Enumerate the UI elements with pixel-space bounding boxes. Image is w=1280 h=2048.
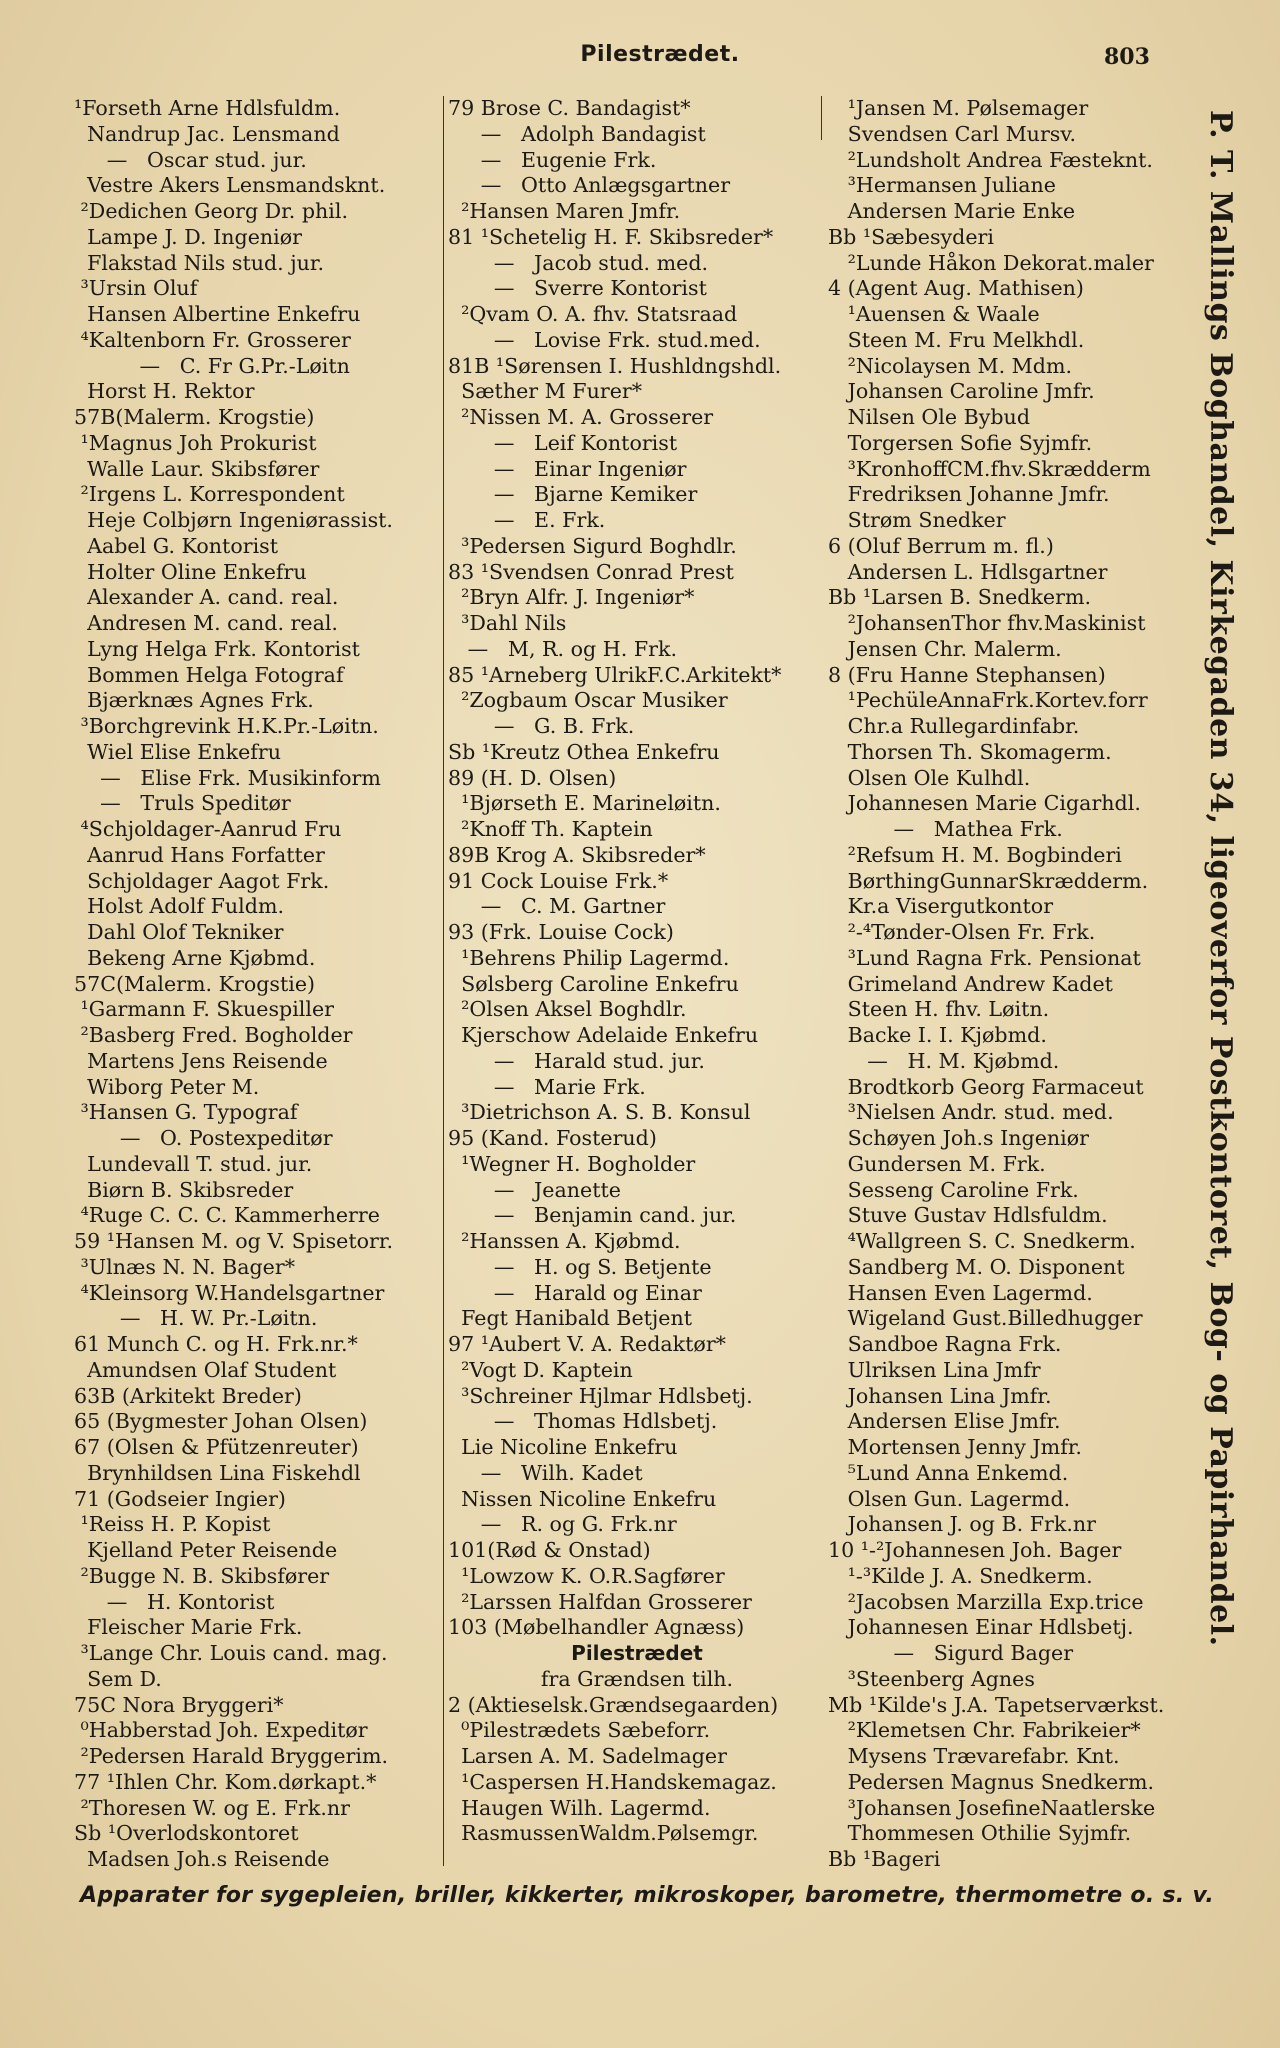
directory-entry: Jensen Chr. Malerm. xyxy=(828,636,1062,661)
directory-entry: Johannesen Marie Cigarhdl. xyxy=(828,791,1141,816)
directory-entry: ³Hansen G. Typograf xyxy=(74,1100,298,1125)
directory-entry: ²Hansen Maren Jmfr. xyxy=(448,199,681,223)
directory-entry: 4 (Agent Aug. Mathisen) xyxy=(828,276,1084,301)
directory-entry: ⁴Kaltenborn Fr. Grosserer xyxy=(74,327,351,352)
directory-entry: — H. W. Pr.-Løitn. xyxy=(74,1306,318,1331)
directory-entry: — Mathea Frk. xyxy=(828,817,1063,841)
directory-entry: — C. M. Gartner xyxy=(448,894,666,919)
page-title: Pilestrædet. xyxy=(580,42,740,67)
directory-entry: — Oscar stud. jur. xyxy=(74,147,307,172)
directory-entry: Torgersen Sofie Syjmfr. xyxy=(828,430,1093,455)
directory-entry: ²Qvam O. A. fhv. Statsraad xyxy=(448,302,738,326)
directory-entry: ¹PechüleAnnaFrk.Kortev.forr xyxy=(828,688,1148,713)
directory-entry: Bjærknæs Agnes Frk. xyxy=(74,688,314,713)
directory-entry: — E. Frk. xyxy=(448,508,606,532)
directory-entry: — C. Fr G.Pr.-Løitn xyxy=(74,353,350,378)
directory-entry: Kjelland Peter Reisende xyxy=(74,1538,338,1562)
directory-entry: 77 ¹Ihlen Chr. Kom.dørkapt.* xyxy=(74,1769,377,1794)
directory-entry: 89 (H. D. Olsen) xyxy=(448,765,617,790)
directory-entry: ⁴Kleinsorg W.Handelsgartner xyxy=(74,1280,385,1305)
directory-entry: ³Steenberg Agnes xyxy=(828,1666,1035,1691)
directory-entry: Mysens Trævarefabr. Knt. xyxy=(828,1744,1120,1768)
directory-entry: ¹Magnus Joh Prokurist xyxy=(74,430,317,455)
directory-entry: Johannesen Einar Hdlsbetj. xyxy=(828,1615,1134,1640)
directory-entry: ²Bugge N. B. Skibsfører xyxy=(74,1563,330,1588)
directory-entry: ³Schreiner Hjlmar Hdlsbetj. xyxy=(448,1383,753,1408)
directory-entry: — Bjarne Kemiker xyxy=(448,482,698,507)
directory-entry: Aabel G. Kontorist xyxy=(74,533,278,558)
directory-entry: 2 (Aktieselsk.Grændsegaarden) xyxy=(448,1692,779,1717)
directory-entry: Martens Jens Reisende xyxy=(74,1048,328,1073)
directory-entry: Andersen L. Hdlsgartner xyxy=(828,559,1108,584)
directory-entry: ²-⁴Tønder-Olsen Fr. Frk. xyxy=(828,920,1096,944)
directory-entry: — H. M. Kjøbmd. xyxy=(828,1048,1060,1073)
directory-entry: 101(Rød & Onstad) xyxy=(448,1538,651,1562)
directory-entry: Hansen Even Lagermd. xyxy=(828,1280,1093,1305)
directory-entry: — Jacob stud. med. xyxy=(448,250,709,275)
directory-entry: Kr.a Visergutkontor xyxy=(828,894,1054,919)
directory-entry: — Jeanette xyxy=(448,1177,621,1202)
directory-entry: Andresen M. cand. real. xyxy=(74,611,338,635)
directory-entry: ³Johansen JosefineNaatlerske xyxy=(828,1795,1156,1820)
directory-entry: — Sverre Kontorist xyxy=(448,276,707,301)
directory-entry: Brodtkorb Georg Farmaceut xyxy=(828,1074,1144,1099)
directory-entry: ¹Auensen & Waale xyxy=(828,302,1040,326)
directory-entry: Amundsen Olaf Student xyxy=(74,1357,337,1382)
directory-entry: Thorsen Th. Skomagerm. xyxy=(828,739,1112,764)
directory-entry: — Wilh. Kadet xyxy=(448,1460,643,1485)
directory-entry: ⁵Lund Anna Enkemd. xyxy=(828,1460,1069,1485)
directory-entry: Steen H. fhv. Løitn. xyxy=(828,997,1050,1022)
directory-entry: 81 ¹Schetelig H. F. Skibsreder* xyxy=(448,224,774,249)
directory-entry: Sesseng Caroline Frk. xyxy=(828,1177,1079,1202)
directory-entry: ²Thoresen W. og E. Frk.nr xyxy=(74,1795,350,1820)
directory-entry: Sem D. xyxy=(74,1666,162,1691)
directory-entry: ³Nielsen Andr. stud. med. xyxy=(828,1100,1114,1125)
directory-entry: Strøm Snedker xyxy=(828,508,1006,532)
directory-entry: — H. Kontorist xyxy=(74,1589,275,1614)
directory-entry: ²Knoff Th. Kaptein xyxy=(448,817,653,841)
directory-entry: Johansen J. og B. Frk.nr xyxy=(828,1512,1097,1537)
directory-entry: Hansen Albertine Enkefru xyxy=(74,302,361,326)
directory-entry: 83 ¹Svendsen Conrad Prest xyxy=(448,559,734,584)
directory-entry: — Otto Anlægsgartner xyxy=(448,173,731,198)
directory-entry: ¹Behrens Philip Lagermd. xyxy=(448,945,730,970)
directory-entry: ³KronhoffCM.fhv.Skrædderm xyxy=(828,456,1151,481)
directory-entry: ³Ursin Oluf xyxy=(74,276,198,301)
directory-entry: Backe I. I. Kjøbmd. xyxy=(828,1023,1047,1047)
directory-entry: ²Nissen M. A. Grosserer xyxy=(448,405,714,429)
directory-entry: ⁰Pilestrædets Sæbeforr. xyxy=(448,1718,711,1743)
directory-entry: Biørn B. Skibsreder xyxy=(74,1177,294,1202)
directory-entry: 65 (Bygmester Johan Olsen) xyxy=(74,1409,368,1434)
directory-entry: ⁴Schjoldager-Aanrud Fru xyxy=(74,817,342,841)
directory-entry: Stuve Gustav Hdlsfuldm. xyxy=(828,1203,1108,1228)
directory-entry: 57C(Malerm. Krogstie) xyxy=(74,971,316,996)
directory-entry: ¹Garmann F. Skuespiller xyxy=(74,997,335,1022)
directory-entry: ¹Forseth Arne Hdlsfuldm. xyxy=(74,96,341,120)
directory-entry: ⁰Habberstad Joh. Expeditør xyxy=(74,1718,368,1743)
directory-entry: ²Dedichen Georg Dr. phil. xyxy=(74,199,349,223)
directory-entry: Steen M. Fru Melkhdl. xyxy=(828,327,1085,352)
directory-entry: ²Lundsholt Andrea Fæsteknt. xyxy=(828,147,1153,172)
directory-entry: ¹Wegner H. Bogholder xyxy=(448,1151,696,1176)
directory-entry: Chr.a Rullegardinfabr. xyxy=(828,714,1080,738)
directory-entry: Sandberg M. O. Disponent xyxy=(828,1254,1125,1279)
directory-entry: Andersen Elise Jmfr. xyxy=(828,1409,1061,1434)
directory-entry: 75C Nora Bryggeri* xyxy=(74,1692,284,1717)
directory-entry: Sæther M Furer* xyxy=(448,379,643,404)
directory-entry: — Harald stud. jur. xyxy=(448,1048,705,1073)
directory-entry: Heje Colbjørn Ingeniørassist. xyxy=(74,508,393,532)
directory-column-3 xyxy=(828,96,1202,1873)
directory-entry: Svendsen Carl Mursv. xyxy=(828,121,1077,146)
directory-entry: 6 (Oluf Berrum m. fl.) xyxy=(828,533,1054,558)
directory-entry: Lyng Helga Frk. Kontorist xyxy=(74,636,360,661)
directory-entry: — G. B. Frk. xyxy=(448,714,635,738)
footer-advertisement: Apparater for sygepleien, briller, kikkerter, mikroskoper, barometre, thermometre o. s. v. xyxy=(80,1883,1214,1908)
directory-entry: ²Klemetsen Chr. Fabrikeier* xyxy=(828,1718,1141,1743)
directory-entry: ³Dietrichson A. S. B. Konsul xyxy=(448,1100,751,1125)
directory-entry: ²Larssen Halfdan Grosserer xyxy=(448,1589,752,1614)
directory-entry: — Marie Frk. xyxy=(448,1074,646,1099)
directory-entry: ¹Reiss H. P. Kopist xyxy=(74,1512,271,1537)
directory-entry: 59 ¹Hansen M. og V. Spisetorr. xyxy=(74,1229,394,1253)
directory-entry: — Benjamin cand. jur. xyxy=(448,1203,737,1228)
directory-entry: ²Pedersen Harald Bryggerim. xyxy=(74,1744,389,1768)
directory-entry: Fegt Hanibald Betjent xyxy=(448,1306,693,1331)
directory-entry: ²Nicolaysen M. Mdm. xyxy=(828,353,1073,378)
directory-entry: Brynhildsen Lina Fiskehdl xyxy=(74,1460,361,1485)
directory-entry: Johansen Lina Jmfr. xyxy=(828,1383,1052,1408)
directory-entry: 63B (Arkitekt Breder) xyxy=(74,1383,302,1408)
directory-entry: ²Hanssen A. Kjøbmd. xyxy=(448,1229,681,1253)
directory-entry: 91 Cock Louise Frk.* xyxy=(448,868,669,893)
directory-entry: — Lovise Frk. stud.med. xyxy=(448,327,761,352)
directory-entry: — H. og S. Betjente xyxy=(448,1254,712,1279)
directory-entry: ³Lange Chr. Louis cand. mag. xyxy=(74,1641,388,1665)
directory-entry: Grimeland Andrew Kadet xyxy=(828,971,1113,996)
directory-entry: Bb ¹Bageri xyxy=(828,1847,941,1871)
directory-entry: ²Basberg Fred. Bogholder xyxy=(74,1023,353,1047)
directory-entry: Wigeland Gust.Billedhugger xyxy=(828,1306,1143,1331)
directory-entry: ⁴Ruge C. C. C. Kammerherre xyxy=(74,1203,380,1228)
directory-entry: Haugen Wilh. Lagermd. xyxy=(448,1795,711,1820)
directory-entry: ³Borchgrevink H.K.Pr.-Løitn. xyxy=(74,714,379,738)
directory-entry: ¹Caspersen H.Handskemagaz. xyxy=(448,1769,777,1794)
directory-entry: ³Pedersen Sigurd Boghdlr. xyxy=(448,533,737,558)
directory-entry: Holst Adolf Fuldm. xyxy=(74,894,285,919)
directory-entry: 93 (Frk. Louise Cock) xyxy=(448,920,674,944)
section-subheading: fra Grændsen tilh. xyxy=(540,1666,734,1691)
directory-entry: ²Zogbaum Oscar Musiker xyxy=(448,688,728,713)
directory-entry: Schøyen Joh.s Ingeniør xyxy=(828,1126,1090,1150)
directory-entry: — Eugenie Frk. xyxy=(448,147,657,172)
directory-entry: 71 (Godseier Ingier) xyxy=(74,1486,286,1511)
directory-column-1 xyxy=(74,96,444,1873)
directory-entry: Sandboe Ragna Frk. xyxy=(828,1332,1062,1356)
directory-entry: ²Jacobsen Marzilla Exp.trice xyxy=(828,1589,1144,1614)
directory-entry: Fleischer Marie Frk. xyxy=(74,1615,303,1640)
directory-entry: — Adolph Bandagist xyxy=(448,121,706,146)
directory-entry: Bb ¹Sæbesyderi xyxy=(828,224,994,249)
directory-entry: Horst H. Rektor xyxy=(74,379,255,404)
directory-entry: Gundersen M. Frk. xyxy=(828,1151,1046,1176)
directory-entry: Sb ¹Overlodskontoret xyxy=(74,1821,299,1846)
directory-entry: ²Refsum H. M. Bogbinderi xyxy=(828,842,1122,867)
directory-entry: ¹Lowzow K. O.R.Sagfører xyxy=(448,1563,725,1588)
directory-entry: Thommesen Othilie Syjmfr. xyxy=(828,1821,1132,1846)
directory-entry: Nilsen Ole Bybud xyxy=(828,405,1030,429)
directory-entry: 97 ¹Aubert V. A. Redaktør* xyxy=(448,1332,726,1356)
directory-entry: — O. Postexpeditør xyxy=(74,1126,333,1150)
directory-entry: Bommen Helga Fotograf xyxy=(74,662,344,687)
directory-entry: ³Hermansen Juliane xyxy=(828,173,1056,198)
directory-entry: ²Lunde Håkon Dekorat.maler xyxy=(828,250,1154,275)
directory-entry: BørthingGunnarSkrædderm. xyxy=(828,868,1149,893)
directory-entry: ¹Bjørseth E. Marineløitn. xyxy=(448,791,721,816)
directory-entry: Madsen Joh.s Reisende xyxy=(74,1847,330,1871)
directory-entry: Bekeng Arne Kjøbmd. xyxy=(74,945,316,970)
directory-entry: Schjoldager Aagot Frk. xyxy=(74,868,330,893)
directory-entry: Nandrup Jac. Lensmand xyxy=(74,121,340,146)
directory-entry: Alexander A. cand. real. xyxy=(74,585,339,610)
directory-entry: — Elise Frk. Musikinform xyxy=(74,765,381,790)
section-heading: Pilestrædet xyxy=(571,1641,703,1665)
directory-entry: Lundevall T. stud. jur. xyxy=(74,1151,313,1176)
directory-entry: ²Olsen Aksel Boghdlr. xyxy=(448,997,687,1022)
directory-entry: 8 (Fru Hanne Stephansen) xyxy=(828,662,1106,687)
directory-entry: Bb ¹Larsen B. Snedkerm. xyxy=(828,585,1092,610)
directory-entry: Larsen A. M. Sadelmager xyxy=(448,1744,727,1768)
directory-entry: Aanrud Hans Forfatter xyxy=(74,842,325,867)
directory-entry: — Truls Speditør xyxy=(74,791,291,816)
directory-entry: Andersen Marie Enke xyxy=(828,199,1076,223)
directory-entry: ²JohansenThor fhv.Maskinist xyxy=(828,611,1146,635)
directory-entry: ¹Jansen M. Pølsemager xyxy=(828,96,1089,120)
directory-entry: — Harald og Einar xyxy=(448,1280,702,1305)
directory-entry: 103 (Møbelhandler Agnæss) xyxy=(448,1615,745,1640)
directory-entry: 10 ¹-²Johannesen Joh. Bager xyxy=(828,1538,1122,1562)
side-advertisement-text: P. T. Mallings Boghandel, Kirkegaden 34, ligeoverfor Postkontoret, Bog- og Papirhandel. xyxy=(1203,110,1238,1647)
directory-entry: Walle Laur. Skibsfører xyxy=(74,456,320,481)
directory-entry: 85 ¹Arneberg UlrikF.C.Arkitekt* xyxy=(448,662,782,687)
directory-entry: Mb ¹Kilde's J.A. Tapetserværkst. xyxy=(828,1692,1165,1717)
directory-entry: Wiborg Peter M. xyxy=(74,1074,260,1099)
directory-entry: ²Bryn Alfr. J. Ingeniør* xyxy=(448,585,695,610)
directory-entry: 79 Brose C. Bandagist* xyxy=(448,96,691,120)
directory-entry: — Einar Ingeniør xyxy=(448,456,687,481)
directory-entry: 61 Munch C. og H. Frk.nr.* xyxy=(74,1332,358,1356)
page-number: 803 xyxy=(1104,44,1150,70)
directory-entry: Pedersen Magnus Snedkerm. xyxy=(828,1769,1155,1794)
directory-entry: 95 (Kand. Fosterud) xyxy=(448,1126,657,1150)
directory-entry: ¹-³Kilde J. A. Snedkerm. xyxy=(828,1563,1093,1588)
directory-entry: 67 (Olsen & Pfützenreuter) xyxy=(74,1435,359,1459)
directory-entry: ³Dahl Nils xyxy=(448,611,567,635)
directory-entry: Vestre Akers Lensmandsknt. xyxy=(74,173,386,198)
directory-entry: Mortensen Jenny Jmfr. xyxy=(828,1435,1082,1459)
directory-entry: Nissen Nicoline Enkefru xyxy=(448,1486,717,1511)
directory-entry: — M, R. og H. Frk. xyxy=(448,636,677,661)
directory-entry: 81B ¹Sørensen I. Hushldngshdl. xyxy=(448,353,782,378)
directory-entry: Wiel Elise Enkefru xyxy=(74,739,282,764)
directory-entry: ²Vogt D. Kaptein xyxy=(448,1357,633,1382)
directory-entry: ³Lund Ragna Frk. Pensionat xyxy=(828,945,1141,970)
directory-entry: Olsen Ole Kulhdl. xyxy=(828,765,1031,790)
directory-entry: Holter Oline Enkefru xyxy=(74,559,307,584)
directory-entry: Ulriksen Lina Jmfr xyxy=(828,1357,1041,1382)
directory-entry: 57B(Malerm. Krogstie) xyxy=(74,405,315,429)
directory-entry: Flakstad Nils stud. jur. xyxy=(74,250,325,275)
directory-entry: Olsen Gun. Lagermd. xyxy=(828,1486,1071,1511)
directory-entry: — Thomas Hdlsbetj. xyxy=(448,1409,718,1434)
directory-entry: — R. og G. Frk.nr xyxy=(448,1512,677,1537)
directory-entry: ³Ulnæs N. N. Bager* xyxy=(74,1254,295,1279)
directory-entry: Sb ¹Kreutz Othea Enkefru xyxy=(448,739,720,764)
directory-entry: RasmussenWaldm.Pølsemgr. xyxy=(448,1821,759,1846)
directory-column-2 xyxy=(448,96,826,1847)
directory-entry: Dahl Olof Tekniker xyxy=(74,920,284,944)
directory-entry: Lampe J. D. Ingeniør xyxy=(74,224,302,249)
directory-entry: Kjerschow Adelaide Enkefru xyxy=(448,1023,759,1047)
directory-entry: Sølsberg Caroline Enkefru xyxy=(448,971,739,996)
directory-entry: — Sigurd Bager xyxy=(828,1641,1074,1665)
directory-entry: Johansen Caroline Jmfr. xyxy=(828,379,1095,404)
directory-entry: — Leif Kontorist xyxy=(448,430,678,455)
directory-entry: ⁴Wallgreen S. C. Snedkerm. xyxy=(828,1229,1136,1253)
directory-entry: ²Irgens L. Korrespondent xyxy=(74,482,345,507)
directory-entry: Fredriksen Johanne Jmfr. xyxy=(828,482,1110,507)
directory-entry: Lie Nicoline Enkefru xyxy=(448,1435,678,1459)
directory-entry: 89B Krog A. Skibsreder* xyxy=(448,842,706,867)
